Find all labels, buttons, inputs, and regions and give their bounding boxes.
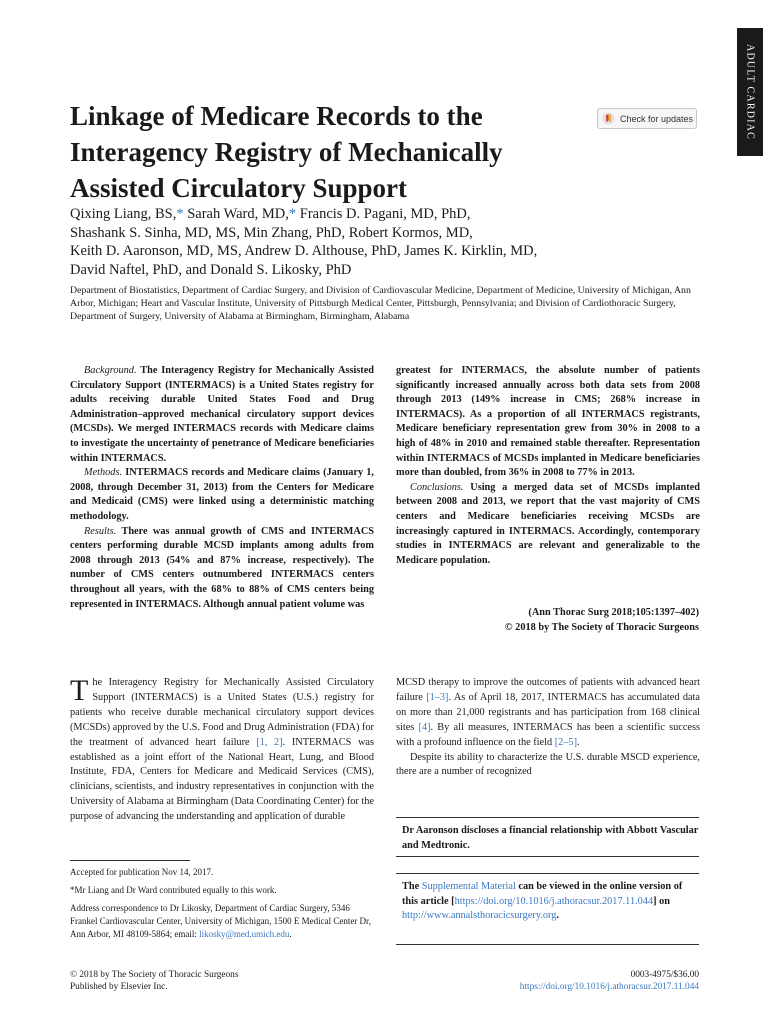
journal-citation: (Ann Thorac Surg 2018;105:1397–402): [528, 607, 699, 618]
abstract-results-continued: greatest for INTERMACS, the absolute number of patients significantly increased annually across both data sets from 2008 through 2013 (149% increase in CMS; 268% increase in INTERMACS). As a proportion of all INTERMACS registrants, Medicare beneficiary representation grew from 30% in 2008 to a high of 48% in 2010 and remained stable thereafter. Representation within INTERMACS of MCSDs implanted in Medicare beneficiaries more than doubled, from 36% in 2008 to 77% in 2013.: [396, 365, 700, 479]
reference-link[interactable]: [2–5]: [554, 736, 578, 748]
footer-issn: 0003-4975/$36.00: [630, 970, 699, 980]
equal-contribution-mark[interactable]: *: [176, 206, 184, 222]
drop-cap: T: [70, 674, 89, 707]
reference-link[interactable]: [1–3]: [426, 691, 449, 703]
equal-contribution-mark[interactable]: *: [288, 206, 297, 222]
check-for-updates-button[interactable]: [597, 108, 697, 129]
journal-site-link[interactable]: http://www.annalsthoracicsurgery.org: [402, 910, 557, 922]
abstract-results: Results. There was annual growth of CMS and INTERMACS centers performing durable MCSD implants among adults from 2008 through 2013 (54% and 87% increase, respectively). The number of CMS centers outnumbered INTERMACS centers throughout all years, with the 68% to 88% of CMS centers being represented in INTERMACS. Although annual patient volume was: [70, 525, 374, 610]
second-paragraph: Despite its ability to characterize the U.S. durable MSCD experience, there are a number of recognized: [396, 751, 700, 778]
supplemental-box: The Supplemental Material can be viewed in the online version of this article [https://doi.org/10.1016/j.athoracsur.2017.11.044] on http://www.annalsthoracicsurgery.org.: [396, 873, 699, 945]
article-title: Linkage of Medicare Records to the Interagency Registry of Mechanically Assisted Circulatory Support: [70, 101, 503, 203]
abstract-column-left: [70, 364, 374, 612]
author-list: [70, 205, 710, 279]
footer-right: [396, 969, 699, 994]
footer-publisher: Published by Elsevier Inc.: [70, 982, 168, 993]
footnote-equal-contribution: *Mr Liang and Dr Ward contributed equally to this work.: [70, 885, 277, 895]
abstract-background: Background. The Interagency Registry for Mechanically Assisted Circulatory Support (INTERMACS) is a United States registry for adults receiving durable United States Food and Drug Administration–approved mechanical circulatory support devices (MCSDs). We merged INTERMACS records with Medicare claims to investigate the uncertainty of penetrance of Medicare beneficiaries within INTERMACS.: [70, 365, 374, 464]
footer-doi-link[interactable]: https://doi.org/10.1016/j.athoracsur.2017.11.044: [519, 982, 699, 993]
email-link[interactable]: likosky@med.umich.edu: [199, 928, 290, 939]
footnote-divider: [70, 860, 190, 861]
section-tab: [737, 28, 763, 156]
footnote-correspondence: Address correspondence to Dr Likosky, Department of Cardiac Surgery, 5346 Frankel Cardiovascular Center, University of Michigan, 1500 E Medical Center Dr, Ann Arbor, MI 48109-5864; email: likosky@med.umich.edu.: [70, 903, 371, 939]
author-line-1: Qixing Liang, BS,* Sarah Ward, MD,* Francis D. Pagani, MD, PhD,: [70, 206, 471, 222]
author-line-3: Keith D. Aaronson, MD, MS, Andrew D. Althouse, PhD, James K. Kirklin, MD,: [70, 243, 538, 259]
body-column-left: [70, 676, 374, 825]
affiliations: Department of Biostatistics, Department of Cardiac Surgery, and Division of Cardiovascular Medicine, Department of Medicine, University of Michigan, Ann Arbor, Michigan; Heart and Vascular Institute, University of Pittsburgh Medical Center, Pittsburgh, Pennsylvania; and Division of Cardiothoracic Surgery, Department of Surgery, University of Alabama at Birmingham, Birmingham, Alabama: [70, 285, 691, 322]
abstract-column-right: [396, 364, 700, 568]
citation-block: [396, 606, 699, 635]
abstract-conclusions: Conclusions. Using a merged data set of MCSDs implanted between 2008 and 2013, we report that the vast majority of CMS centers and Medicare beneficiaries receiving MCSDs are increasingly captured in INTERMACS. Accordingly, contemporary studies in INTERMACS are relevant and generalizable to the Medicare population.: [396, 481, 700, 566]
copyright-line: © 2018 by The Society of Thoracic Surgeons: [504, 621, 699, 633]
footer-left: [70, 969, 238, 994]
abstract-methods: Methods. INTERMACS records and Medicare claims (January 1, 2008, through December 31, 2013) from the Centers for Medicare and Medicaid (CMS) were linked using a deterministic matching methodology.: [70, 467, 374, 522]
intro-paragraph-continued: MCSD therapy to improve the outcomes of patients with advanced heart failure [1–3]. As of April 18, 2017, INTERMACS has accumulated data on more than 21,000 registrants and has participation from 168 clinical sites [4]. By all measures, INTERMACS has been a scientific success with a profound influence on the field [2–5].: [396, 677, 700, 748]
intro-paragraph: The Interagency Registry for Mechanically Assisted Circulatory Support (INTERMACS) is a United States (U.S.) registry for patients who receive durable mechanical circulatory support devices (MCSDs) approved by the U.S. Food and Drug Administration (FDA) for the treatment of advanced heart failure [1, 2]. INTERMACS was established as a joint effort of the National Heart, Lung, and Blood Institute, FDA, Centers for Medicare and Medicaid Services (CMS), clinicians, scientists, and industry representatives in conjunction with the University of Alabama at Birmingham (Data Coordinating Center) for the purpose of advancing the understanding and application of durable: [70, 674, 374, 823]
reference-link[interactable]: [1, 2]: [256, 736, 283, 748]
body-column-right: [396, 676, 700, 780]
check-for-updates-label: Check for updates: [620, 113, 694, 124]
bookmark-ribbon-icon: [602, 112, 615, 125]
footnote-accepted: Accepted for publication Nov 14, 2017.: [70, 867, 214, 877]
footer-copyright: © 2018 by The Society of Thoracic Surgeons: [70, 970, 239, 980]
supplemental-material-link[interactable]: Supplemental Material: [421, 881, 516, 892]
reference-link[interactable]: [4]: [418, 721, 431, 733]
section-tab-label: ADULT CARDIAC: [744, 44, 756, 140]
author-line-2: Shashank S. Sinha, MD, MS, Min Zhang, PhD, Robert Kormos, MD,: [70, 224, 473, 241]
author-line-4: David Naftel, PhD, and Donald S. Likosky, PhD: [70, 261, 352, 278]
disclosure-box: Dr Aaronson discloses a financial relationship with Abbott Vascular and Medtronic.: [396, 817, 699, 857]
doi-link[interactable]: https://doi.org/10.1016/j.athoracsur.2017.11.044: [454, 895, 654, 907]
